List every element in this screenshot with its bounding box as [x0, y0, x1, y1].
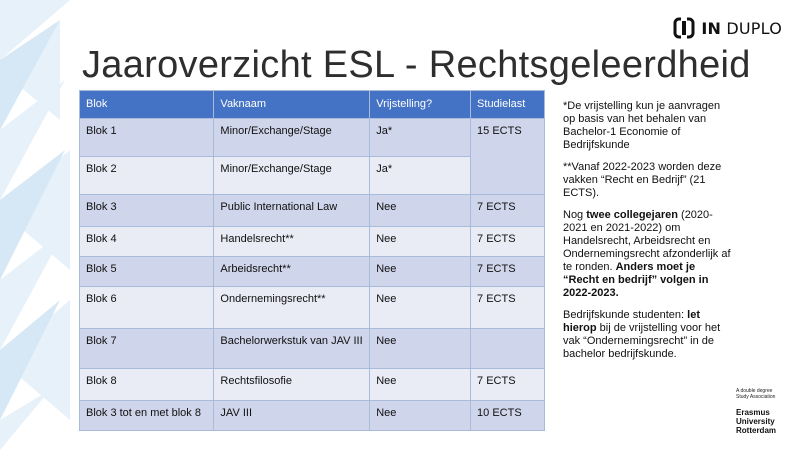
logo-text: IN DUPLO — [701, 18, 782, 38]
cell-vak: Minor/Exchange/Stage — [214, 119, 370, 157]
table-row — [80, 287, 545, 329]
cell-vrij: Nee — [370, 195, 471, 227]
cell-vrij: Ja* — [370, 119, 471, 157]
cell-last: 7 ECTS — [471, 257, 545, 287]
cell-blok: Blok 7 — [80, 329, 214, 369]
in-duplo-logo — [673, 17, 782, 39]
cell-blok: Blok 6 — [80, 287, 214, 329]
cell-last: 7 ECTS — [471, 369, 545, 401]
cell-vak: Public International Law — [214, 195, 370, 227]
cell-vak: Rechtsfilosofie — [214, 369, 370, 401]
cell-vrij: Nee — [370, 227, 471, 257]
page-title: Jaaroverzicht ESL - Rechtsgeleerdheid — [82, 44, 751, 86]
cell-vak: Handelsrecht** — [214, 227, 370, 257]
header-studielast: Studielast — [471, 91, 545, 119]
table-row — [80, 329, 545, 369]
note-bedrijfskunde: Bedrijfskunde studenten: let hierop bij de vrijstelling voor het vak “Ondernemingsrecht” in de bachelor bedrijfskunde. — [563, 309, 721, 360]
table-row — [80, 257, 545, 287]
cell-last: 7 ECTS — [471, 287, 545, 329]
cell-vrij: Ja* — [370, 157, 471, 195]
table-row — [80, 195, 545, 227]
cell-last: 15 ECTS — [471, 119, 545, 195]
table-row — [80, 227, 545, 257]
note-collegejaren: Nog twee collegejaren (2020-2021 en 2021-2022) om Handelsrecht, Arbeidsrecht en Ondernemingsrecht afzonderlijk af te ronden. Anders moet je “Recht en bedrijf” volgen in 2022-2023. — [563, 209, 731, 299]
note-recht-en-bedrijf: **Vanaf 2022-2023 worden deze vakken “Recht en Bedrijf” (21 ECTS). — [563, 161, 722, 199]
table-header-row — [80, 91, 545, 119]
cell-last: 7 ECTS — [471, 227, 545, 257]
note-vrijstelling: *De vrijstelling kun je aanvragen op basis van het behalen van Bachelor-1 Economie of Bedrijfskunde — [563, 100, 721, 151]
cell-vrij: Nee — [370, 287, 471, 329]
table-row — [80, 401, 545, 431]
header-vrijstelling: Vrijstelling? — [370, 91, 471, 119]
notes-panel — [563, 100, 731, 370]
table-row — [80, 369, 545, 401]
cell-vrij: Nee — [370, 369, 471, 401]
year-overview-table — [79, 90, 545, 431]
cell-vak: Arbeidsrecht** — [214, 257, 370, 287]
cell-vrij: Nee — [370, 329, 471, 369]
cell-vrij: Nee — [370, 257, 471, 287]
cell-vak: Bachelorwerkstuk van JAV III — [214, 329, 370, 369]
cell-vak: JAV III — [214, 401, 370, 431]
cell-last — [471, 329, 545, 369]
cell-last: 10 ECTS — [471, 401, 545, 431]
header-blok: Blok — [80, 91, 214, 119]
cell-last: 7 ECTS — [471, 195, 545, 227]
cell-blok: Blok 5 — [80, 257, 214, 287]
cell-blok: Blok 2 — [80, 157, 214, 195]
cell-vrij: Nee — [370, 401, 471, 431]
in-duplo-logo-icon — [673, 17, 695, 39]
erasmus-logo: Erasmus University Rotterdam — [736, 408, 777, 435]
cell-blok: Blok 3 tot en met blok 8 — [80, 401, 214, 431]
study-association-tagline: A double degree Study Association — [736, 388, 776, 400]
cell-blok: Blok 4 — [80, 227, 214, 257]
header-vaknaam: Vaknaam — [214, 91, 370, 119]
cell-vak: Minor/Exchange/Stage — [214, 157, 370, 195]
cell-vak: Ondernemingsrecht** — [214, 287, 370, 329]
table-row — [80, 119, 545, 157]
cell-blok: Blok 3 — [80, 195, 214, 227]
cell-blok: Blok 1 — [80, 119, 214, 157]
cell-blok: Blok 8 — [80, 369, 214, 401]
